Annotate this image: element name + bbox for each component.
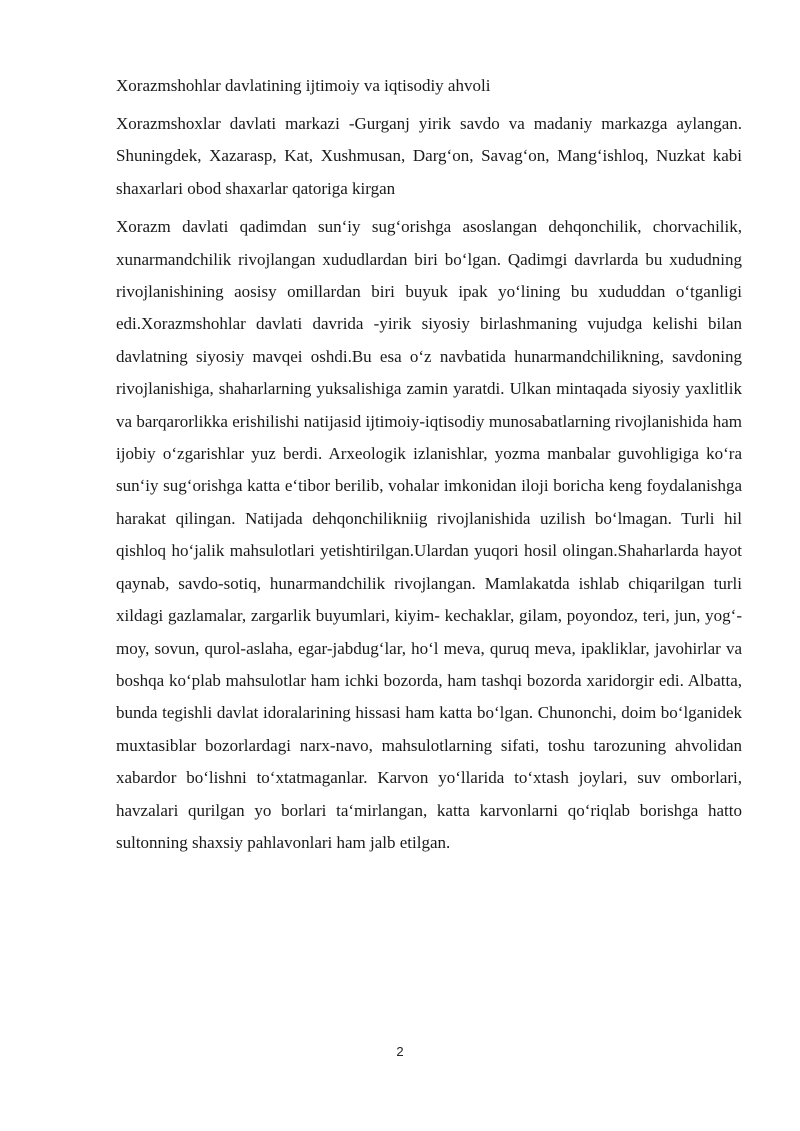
paragraph-1: Xorazmshoxlar davlati markazi -Gurganj yirik savdo va madaniy markazga aylangan. Shuningdek, Xazarasp, Kat, Xushmusan, Darg‘on, Savag‘on, Mang‘ishloq, Nuzkat kabi shaxarlari obod shaxarlar qatoriga kirgan (116, 114, 742, 198)
document-page (116, 70, 742, 865)
paragraph-2: Xorazm davlati qadimdan sun‘iy sug‘orishga asoslangan dehqonchilik, chorvachilik, xunarmandchilik rivojlangan xududlardan biri bo‘lgan. Qadimgi davrlarda bu xududning rivojlanishining aosisy omillardan biri buyuk ipak yo‘lining bu xududdan o‘tganligi edi.Xorazmshohlar davlati davrida -yirik siyosiy birlashmaning vujudga kelishi bilan davlatning siyosiy mavqei oshdi.Bu esa o‘z navbatida hunarmandchilikning, savdoning rivojlanishiga, shaharlarning yuksalishiga zamin yaratdi. Ulkan mintaqada siyosiy yaxlitlik va barqarorlikka erishilishi natijasid ijtimoiy-iqtisodiy munosabatlarning rivojlanishida ham ijobiy o‘zgarishlar yuz berdi. Arxeologik izlanishlar, yozma manbalar guvohligiga ko‘ra sun‘iy sug‘orishga katta e‘tibor berilib, vohalar imkonidan iloji boricha keng foydalanishga harakat qilingan. Natijada dehqonchilikniig rivojlanishida uzilish bo‘lmagan. Turli hil qishloq ho‘jalik mahsulotlari yetishtirilgan.Ulardan yuqori hosil olingan.Shaharlarda hayot qaynab, savdo-sotiq, hunarmandchilik rivojlangan. Mamlakatda ishlab chiqarilgan turli xildagi gazlamalar, zargarlik buyumlari, kiyim- kechaklar, gilam, poyondoz, teri, jun, yog‘-moy, sovun, qurol-aslaha, egar-jabdug‘lar, ho‘l meva, quruq meva, ipakliklar, javohirlar va boshqa ko‘plab mahsulotlar ham ichki bozorda, ham tashqi bozorda xaridorgir edi. Albatta, bunda tegishli davlat idoralarining hissasi ham katta bo‘lgan. Chunonchi, doim bo‘lganidek muxtasiblar bozorlardagi narx-navo, mahsulotlarning sifati, toshu tarozuning ahvolidan xabardor bo‘lishni to‘xtatmaganlar. Karvon yo‘llarida to‘xtash joylari, suv omborlari, havzalari qurilgan yo borlari ta‘mirlangan, katta karvonlarni qo‘riqlab borishga hatto sultonning shaxsiy pahlavonlari ham jalb etilgan. (116, 217, 742, 852)
page-number: 2 (396, 1044, 404, 1059)
document-title: Xorazmshohlar davlatining ijtimoiy va iqtisodiy ahvoli (116, 76, 491, 95)
